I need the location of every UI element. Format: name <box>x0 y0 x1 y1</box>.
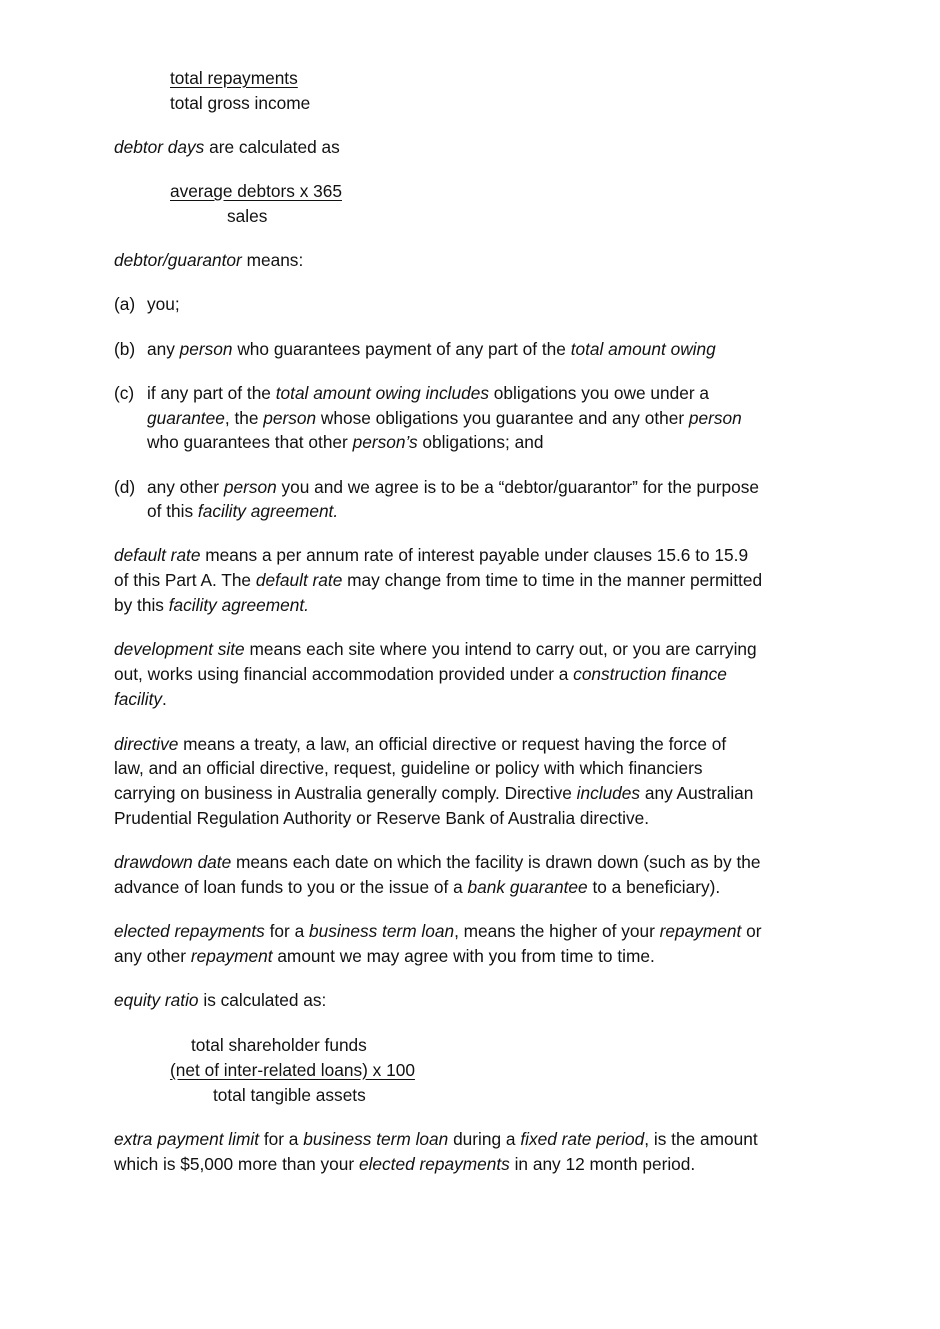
list-item-c-line3: who guarantees that other person’s obligations; and <box>147 432 544 452</box>
definition-directive-line4: Prudential Regulation Authority or Reserve Bank of Australia directive. <box>114 808 650 828</box>
formula-line3: total tangible assets <box>213 1085 366 1105</box>
list-label-c: (c) <box>114 383 135 403</box>
formula-line2: (net of inter-related loans) x 100 <box>170 1060 415 1080</box>
definition-elected-repayments-line2: any other repayment amount we may agree with you from time to time. <box>114 946 655 966</box>
formula-denominator: sales <box>227 206 268 226</box>
list-item-d-line2: of this facility agreement. <box>147 501 339 521</box>
definition-development-site-line3: facility. <box>114 689 167 709</box>
definition-default-rate-line1: default rate means a per annum rate of interest payable under clauses 15.6 to 15.9 <box>114 545 749 565</box>
list-item-c-line1: if any part of the total amount owing includes obligations you owe under a <box>147 383 710 403</box>
list-label-a: (a) <box>114 294 136 314</box>
list-label-b: (b) <box>114 339 136 359</box>
list-item-c-line2: guarantee, the person whose obligations you guarantee and any other person <box>147 408 742 428</box>
definition-debtor-days: debtor days are calculated as <box>114 137 340 157</box>
definition-default-rate-line2: of this Part A. The default rate may change from time to time in the manner permitted <box>114 570 763 590</box>
list-item-a: you; <box>147 294 180 314</box>
defined-term: debtor days <box>114 137 205 157</box>
formula-numerator: total repayments <box>170 68 298 88</box>
formula-denominator: total gross income <box>170 93 311 113</box>
list-label-d: (d) <box>114 477 136 497</box>
defined-term: debtor/guarantor <box>114 250 242 270</box>
definition-debtor-guarantor: debtor/guarantor means: <box>114 250 304 270</box>
definition-equity-ratio: equity ratio is calculated as: <box>114 990 327 1010</box>
definition-drawdown-date-line1: drawdown date means each date on which the facility is drawn down (such as by the <box>114 852 761 872</box>
definition-extra-payment-limit-line2: which is $5,000 more than your elected repayments in any 12 month period. <box>114 1154 696 1174</box>
formula-numerator: average debtors x 365 <box>170 181 342 201</box>
definition-default-rate-line3: by this facility agreement. <box>114 595 309 615</box>
list-item-d-line1: any other person you and we agree is to be a “debtor/guarantor” for the purpose <box>147 477 759 497</box>
definition-elected-repayments-line1: elected repayments for a business term loan, means the higher of your repayment or <box>114 921 762 941</box>
definition-drawdown-date-line2: advance of loan funds to you or the issue of a bank guarantee to a beneficiary). <box>114 877 721 897</box>
formula-line1: total shareholder funds <box>191 1035 367 1055</box>
definition-directive-line1: directive means a treaty, a law, an official directive or request having the force of <box>114 734 727 754</box>
definition-directive-line2: law, and an official directive, request, guideline or policy with which financiers <box>114 758 703 778</box>
definition-extra-payment-limit-line1: extra payment limit for a business term loan during a fixed rate period, is the amount <box>114 1129 758 1149</box>
definition-development-site-line2: out, works using financial accommodation provided under a construction finance <box>114 664 727 684</box>
defined-term: equity ratio <box>114 990 199 1010</box>
definition-directive-line3: carrying on business in Australia generally comply. Directive includes any Australian <box>114 783 754 803</box>
definition-development-site-line1: development site means each site where you intend to carry out, or you are carrying <box>114 639 757 659</box>
list-item-b: any person who guarantees payment of any part of the total amount owing <box>147 339 716 359</box>
